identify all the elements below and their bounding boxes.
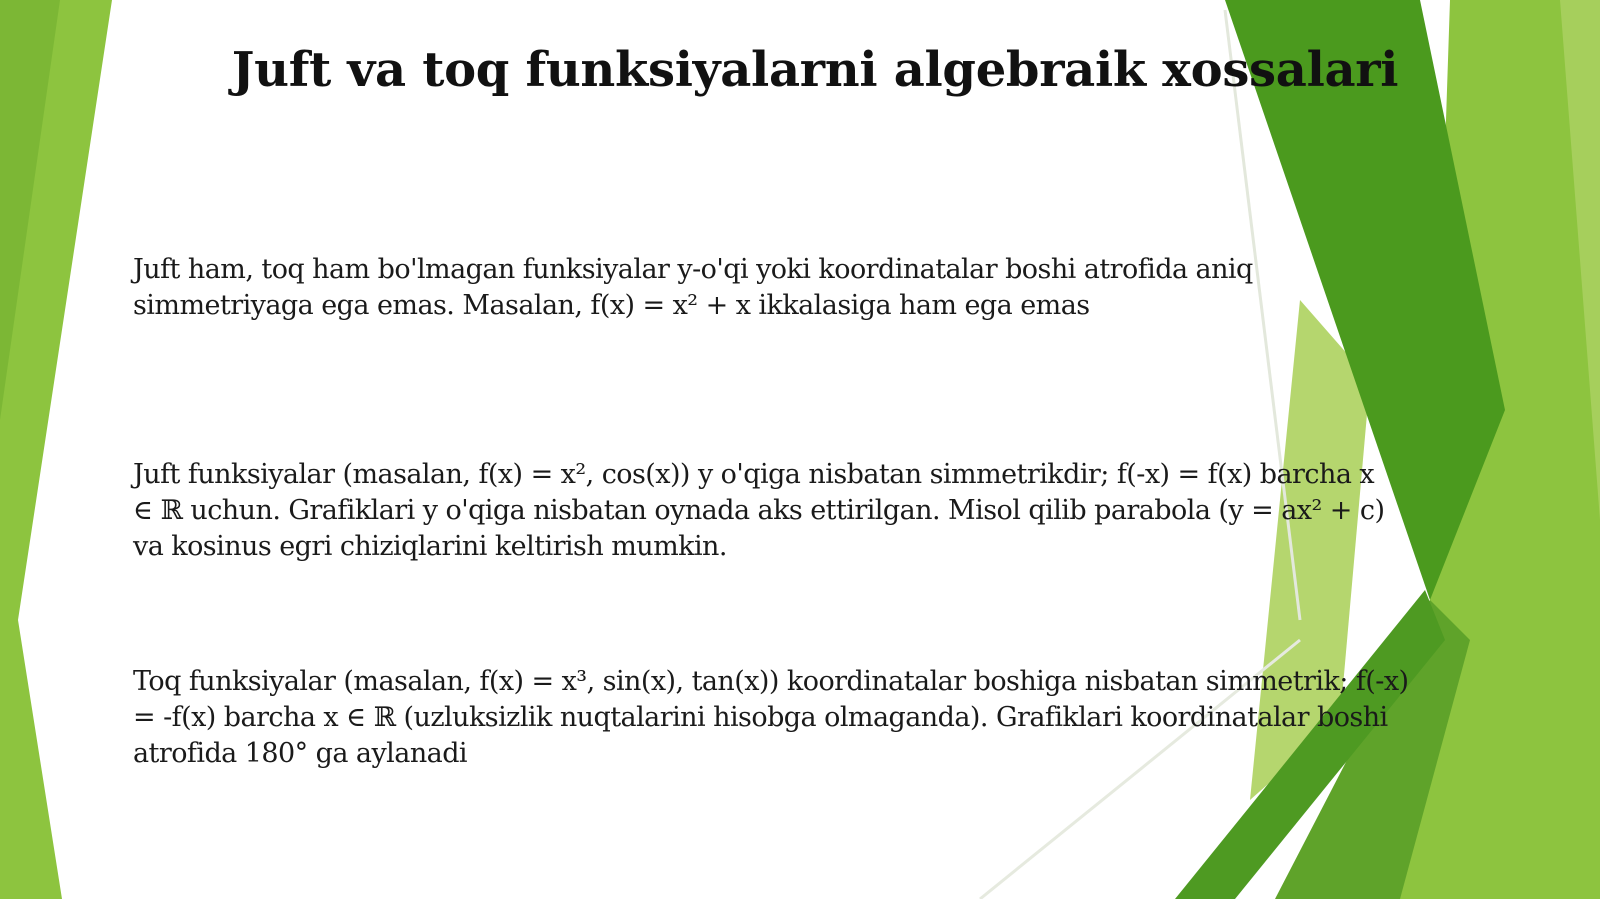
slide-title: Juft va toq funksiyalarni algebraik xossalari	[231, 42, 1399, 98]
paragraph-even-functions: Juft funksiyalar (masalan, f(x) = x², cos(x)) y o'qiga nisbatan simmetrikdir; f(-x) = f(x) barcha x ∈ ℝ uchun. Grafiklari y o'qiga nisbatan oynada aks ettirilgan. Misol qilib parabola (y = ax² + c) va kosinus egri chiziqlarini keltirish mumkin.	[133, 459, 1385, 562]
paragraph-neither-even-nor-odd: Juft ham, toq ham bo'lmagan funksiyalar y-o'qi yoki koordinatalar boshi atrofida aniq simmetriyaga ega emas. Masalan, f(x) = x² + x ikkalasiga ham ega emas	[133, 254, 1253, 321]
paragraph-odd-functions: Toq funksiyalar (masalan, f(x) = x³, sin(x), tan(x)) koordinatalar boshiga nisbatan simmetrik; f(-x) = -f(x) barcha x ∈ ℝ (uzluksizlik nuqtalarini hisobga olmaganda). Grafiklari koordinatalar boshi atrofida 180° ga aylanadi	[133, 666, 1409, 769]
